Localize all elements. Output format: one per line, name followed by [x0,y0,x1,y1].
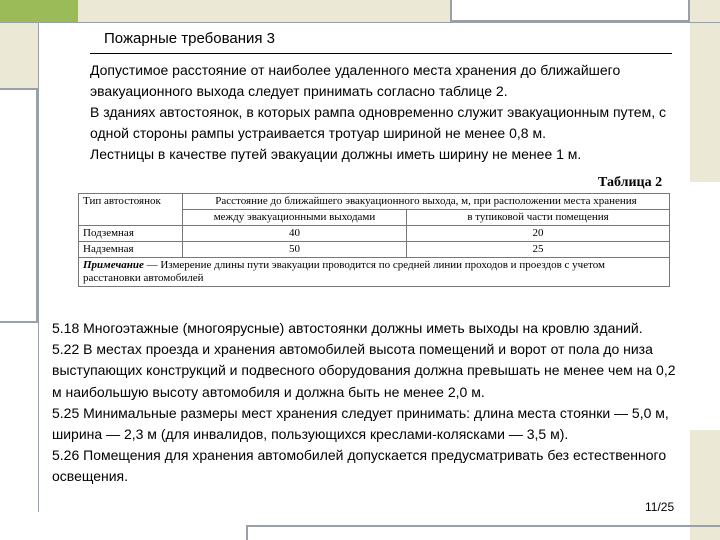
deco-outline-bottom [246,525,720,540]
intro-text [90,60,680,165]
deco-cream-top [78,0,450,22]
deco-cream-corner [690,0,720,22]
deco-cream-right [690,22,720,182]
list-item [52,318,686,339]
cell-type: Подземная [79,226,183,242]
deco-cream-right-low [690,430,720,540]
deco-outline-left [0,88,38,323]
item-text: Минимальные размеры мест хранения следует принимать: длина места стоянки — 5,0 м, ширина — 2,3 м (для инвалидов, пользующихся креслами-колясками — 3,5 м). [52,404,669,443]
item-number: 5.25 [52,404,80,421]
title-underline [90,53,672,54]
item-number: 5.18 [52,320,80,336]
table-note [79,258,670,287]
page-number: 11/25 [645,500,675,514]
distance-table [78,193,670,287]
cell-type: Надземная [79,242,183,258]
cell-between: 40 [183,226,407,242]
list-item [52,339,686,403]
header-dead-end: в тупиковой части помещения [407,210,670,226]
cell-deadend: 20 [407,226,670,242]
header-distance: Расстояние до ближайшего эвакуационного выхода, м, при расположении места хранения [183,194,670,210]
intro-paragraph: В зданиях автостоянок, в которых рампа одновременно служит эвакуационным путем, с одной стороны рампы устраивается тротуар шириной не менее 0,8 м. [90,104,666,141]
cell-deadend: 25 [407,242,670,258]
cell-between: 50 [183,242,407,258]
deco-green-square [0,0,78,22]
intro-paragraph: Допустимое расстояние от наиболее удаленного места хранения до ближайшего эвакуационного выхода следует принимать согласно таблице 2. [90,62,621,99]
deco-cream-left [0,22,38,88]
item-number: 5.26 [52,447,80,464]
table-row [79,226,670,242]
item-text: Помещения для хранения автомобилей допускается предусматривать без естественного освещения. [52,447,667,485]
list-item [52,445,686,487]
header-between-exits: между эвакуационными выходами [183,210,407,226]
slide-title: Пожарные требования 3 [104,30,276,47]
deco-outline-top-right [450,0,690,22]
header-parking-type: Тип автостоянок [79,194,183,226]
deco-horizontal-rule [0,22,720,23]
table-row [79,242,670,258]
note-label: Примечание [83,259,144,271]
item-number: 5.22 [52,341,80,358]
intro-paragraph: Лестницы в качестве путей эвакуации должны иметь ширину не менее 1 м. [90,146,582,162]
requirements-list [52,318,686,488]
table-caption: Таблица 2 [598,175,663,190]
list-item [52,403,686,445]
deco-vertical-rule [38,22,39,512]
item-text: В местах проезда и хранения автомобилей высота помещений и ворот от пола до низа выступающих конструкций и подвесного оборудования должна превышать не менее чем на 0,2 м наибольшую высоту автомобиля и должна быть не менее 2,0 м. [52,341,676,400]
item-text: Многоэтажные (многоярусные) автостоянки должны иметь выходы на кровлю зданий. [79,320,643,336]
note-text: — Измерение длины пути эвакуации проводится по средней линии проходов и проездов с учетом расстановки автомобилей [83,259,606,284]
